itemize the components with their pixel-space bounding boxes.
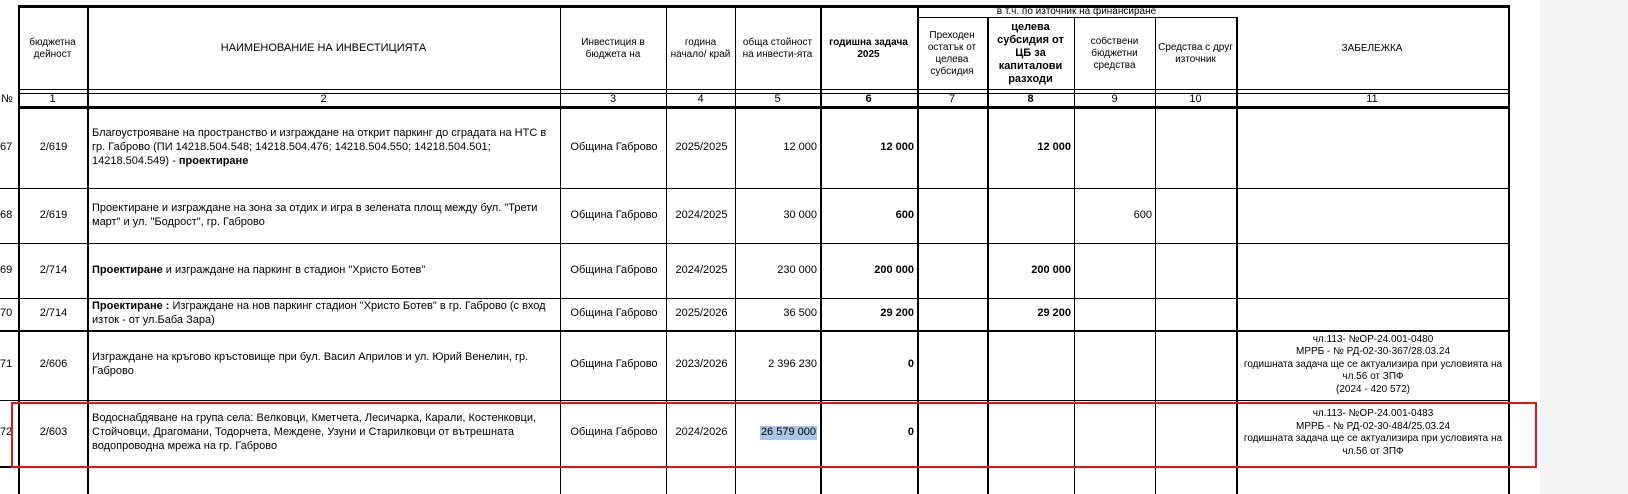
column-number	[820, 93, 917, 106]
header-investment-name	[87, 8, 560, 89]
cell-value: 0	[907, 426, 914, 439]
header-own-funds	[1074, 18, 1155, 89]
row-number-text: 69	[0, 263, 13, 276]
name-bold-suffix: проектиране	[178, 154, 249, 167]
cell-value: 2/714	[39, 263, 68, 276]
header-own-funds-text: собствени бюджетни средства	[1090, 35, 1139, 71]
investment-name	[92, 202, 558, 230]
row-number-mark-text: №	[1, 93, 13, 105]
column-number	[1236, 93, 1508, 106]
row-number-text: 67	[0, 141, 13, 154]
row-number-text: 70	[0, 307, 13, 320]
cell-value: 2/606	[39, 358, 68, 371]
cell-note	[1238, 108, 1508, 188]
cell-years	[668, 188, 735, 243]
column-number-text: 2	[320, 93, 327, 105]
header-start-end-year	[666, 8, 735, 89]
name-bold-prefix: Проектиране :	[92, 300, 170, 313]
cell-value: 2025/2025	[675, 141, 728, 154]
cell-note	[1238, 298, 1508, 330]
cell-value: 2024/2025	[675, 208, 728, 221]
row-number	[0, 108, 14, 188]
cell-value: 2/619	[39, 141, 68, 154]
cell-total[interactable]	[737, 298, 820, 330]
column-number-text: 11	[1366, 93, 1378, 105]
cell-value: 12 000	[1037, 141, 1071, 154]
cell-value: 200 000	[874, 263, 914, 276]
cell-name	[89, 330, 560, 400]
row-number	[0, 330, 14, 400]
cell-years	[668, 330, 735, 400]
cell-other	[1157, 108, 1236, 188]
column-number	[735, 93, 820, 106]
header-total-value-text: обща стойност на инвести-ята	[742, 36, 813, 60]
cell-own	[1076, 188, 1155, 243]
cell-value: 2 396 230	[768, 358, 817, 371]
cell-other	[1157, 298, 1236, 330]
header-transit-balance	[917, 18, 987, 89]
column-number-text: 8	[1027, 93, 1034, 105]
cell-subsidy	[989, 298, 1074, 330]
cell-municipality	[562, 330, 666, 400]
cell-bd	[20, 330, 87, 400]
cell-transit	[919, 298, 987, 330]
row-number-text: 71	[0, 358, 13, 371]
cell-name	[89, 298, 560, 330]
cell-value: Община Габрово	[570, 208, 658, 221]
name-bold-prefix: Проектиране	[92, 263, 163, 276]
cell-own	[1076, 330, 1155, 400]
cell-value: Община Габрово	[570, 263, 658, 276]
header-investment-in-budget	[560, 8, 666, 89]
cell-transit	[919, 243, 987, 298]
header-bottom-line	[18, 89, 1508, 90]
cell-bd	[20, 188, 87, 243]
name-text: Изграждане на кръгово кръстовище при бул. Васил Априлов и ул. Юрий Венелин, гр. Габрово	[92, 351, 529, 377]
note-line: чл.56 от ЗПФ	[1342, 371, 1404, 383]
note-line: чл.113- №ОР-24.001-0480	[1312, 333, 1434, 345]
cell-value: 600	[895, 208, 914, 221]
cell-value: 2/714	[39, 307, 68, 320]
header-budget-activity-text: бюджетна дейност	[29, 36, 76, 60]
name-text: Изграждане на нов паркинг стадион "Христо Ботев" в гр. Габрово (с вход изток - от ул.Баба Зара)	[92, 300, 546, 326]
cell-bd	[20, 243, 87, 298]
cell-other	[1157, 330, 1236, 400]
cell-bd	[20, 108, 87, 188]
header-annual-task	[820, 8, 917, 89]
cell-total[interactable]	[737, 243, 820, 298]
note-block	[1244, 334, 1502, 397]
row-number-mark	[0, 93, 14, 106]
note-line: (2024 - 420 572)	[1336, 383, 1410, 395]
column-number-text: 1	[49, 93, 56, 105]
cell-other	[1157, 188, 1236, 243]
header-note	[1236, 8, 1508, 89]
cell-municipality	[562, 188, 666, 243]
cell-municipality	[562, 298, 666, 330]
cell-value: 2024/2026	[675, 426, 728, 439]
header-total-value	[735, 8, 820, 89]
header-investment-in-budget-text: Инвестиция в бюджета на	[581, 36, 645, 60]
investment-name	[92, 127, 558, 168]
cell-annual	[822, 188, 917, 243]
column-number-text: 9	[1111, 93, 1118, 105]
cell-value: 200 000	[1031, 263, 1071, 276]
cell-value: Община Габрово	[570, 307, 658, 320]
cell-municipality	[562, 108, 666, 188]
cell-value: 2/619	[39, 208, 68, 221]
row-number-text: 68	[0, 208, 13, 221]
cell-annual	[822, 108, 917, 188]
name-text: Благоустрояване на пространство и изграждане на открит паркинг до сградата на НТС в гр. Габрово (ПИ 14218.504.548; 14218.504.476; 14218.504.550; 14218.504.501; 14218.504.549) -	[92, 127, 547, 167]
cell-value: 230 000	[777, 263, 817, 276]
cell-value: 2025/2026	[675, 307, 728, 320]
cell-value: 2/603	[39, 426, 68, 439]
cell-value: 30 000	[783, 208, 817, 221]
note-line: годишната задача ще се актуализира при условията на	[1243, 433, 1503, 444]
cell-subsidy	[989, 188, 1074, 243]
cell-value: 0	[907, 358, 914, 371]
cell-bd	[20, 298, 87, 330]
cell-subsidy	[989, 330, 1074, 400]
cell-note	[1238, 243, 1508, 298]
investment-name	[92, 264, 425, 278]
note-line: годишната задача ще се актуализира при условията на	[1243, 358, 1503, 370]
cell-own	[1076, 108, 1155, 188]
cell-own	[1076, 298, 1155, 330]
cell-value: 2023/2026	[675, 358, 728, 371]
name-text: Водоснабдяване на група села: Велковци, Кметчета, Лесичарка, Карали, Костенковци, Стойчовци, Драгомани, Тодорчета, Междене, Узуни и Старилковци от вътрешната водопроводна мрежа на гр. Габрово	[92, 412, 537, 452]
cell-total[interactable]	[737, 188, 820, 243]
row-number	[0, 243, 14, 298]
cell-name	[89, 243, 560, 298]
cell-value: 600	[1133, 208, 1152, 221]
cell-years	[668, 243, 735, 298]
cell-value: 2024/2025	[675, 263, 728, 276]
column-number	[1155, 93, 1236, 106]
cell-total[interactable]	[737, 108, 820, 188]
header-financing-sources	[917, 6, 1236, 17]
cell-other	[1157, 243, 1236, 298]
cell-value: 29 200	[1037, 307, 1071, 320]
investment-name	[92, 351, 558, 379]
cell-municipality	[562, 243, 666, 298]
cell-subsidy	[989, 108, 1074, 188]
note-line: чл.56 от ЗПФ	[1342, 445, 1404, 457]
column-number-text: 6	[865, 93, 872, 105]
note-line: чл.113- №ОР-24.001-0483	[1312, 408, 1434, 419]
cell-own	[1076, 243, 1155, 298]
column-number	[987, 93, 1074, 106]
column-number	[87, 93, 560, 106]
header-note-text: ЗАБЕЛЕЖКА	[1341, 42, 1403, 54]
header-start-end-year-text: година начало/ край	[670, 36, 731, 60]
cell-subsidy	[989, 243, 1074, 298]
cell-years	[668, 298, 735, 330]
name-text: и изграждане на паркинг в стадион "Христо Ботев"	[162, 263, 426, 276]
cell-name	[89, 108, 560, 188]
row-number-text: 72	[0, 426, 13, 439]
row-number	[0, 188, 14, 243]
cell-total[interactable]	[737, 330, 820, 400]
cell-transit	[919, 108, 987, 188]
cell-value: 12 000	[783, 141, 817, 154]
column-number	[666, 93, 735, 106]
column-number-text: 5	[774, 93, 781, 105]
column-number-text: 7	[948, 93, 956, 105]
column-number	[18, 93, 87, 106]
cell-note	[1238, 330, 1508, 400]
cell-value: 29 200	[880, 307, 914, 320]
header-transit-balance-text: Преходен остатък от целева субсидия	[927, 29, 977, 77]
column-number-text: 4	[697, 93, 704, 105]
selected-total-value: 26 579 000	[760, 426, 816, 439]
header-target-subsidy-text: целева субсидия от ЦБ за капиталови разходи	[997, 20, 1064, 86]
column-number	[1074, 93, 1155, 106]
cell-value: Община Габрово	[570, 141, 658, 154]
cell-annual	[822, 330, 917, 400]
cell-annual	[822, 298, 917, 330]
column-number	[560, 93, 666, 106]
page-edge	[1540, 0, 1628, 494]
cell-years	[668, 108, 735, 188]
note-line: МРРБ - № РД-02-30-367/28.03.24	[1295, 346, 1451, 358]
cell-name	[89, 188, 560, 243]
header-target-subsidy	[987, 18, 1074, 89]
header-annual-task-text: годишна задача 2025	[829, 36, 908, 60]
highlight-box	[11, 402, 1537, 468]
cell-transit	[919, 330, 987, 400]
cell-value: Община Габрово	[570, 426, 658, 439]
header-budget-activity	[18, 8, 87, 89]
cell-note	[1238, 188, 1508, 243]
cell-value: 12 000	[880, 141, 914, 154]
cell-value: 36 500	[783, 307, 817, 320]
cell-annual	[822, 243, 917, 298]
cell-transit	[919, 188, 987, 243]
note-line: МРРБ - № РД-02-30-484/25.03.24	[1295, 420, 1451, 432]
column-number-text: 3	[609, 93, 617, 105]
row-number	[0, 298, 14, 330]
column-number	[917, 93, 987, 106]
cell-value: Община Габрово	[570, 358, 658, 371]
header-other-source	[1155, 18, 1236, 89]
header-investment-name-text: НАИМЕНОВАНИЕ НА ИНВЕСТИЦИЯТА	[220, 41, 427, 54]
column-number-text: 10	[1189, 93, 1202, 105]
header-other-source-text: Средства с друг източник	[1158, 41, 1233, 65]
name-text: Проектиране и изграждане на зона за отдих и игра в зелената площ между бул. "Трети март" и ул. "Бодрост", гр. Габрово	[92, 201, 538, 228]
header-financing-sources-text: в т.ч. по източник на финансиране	[996, 6, 1157, 17]
investment-name	[92, 300, 558, 328]
